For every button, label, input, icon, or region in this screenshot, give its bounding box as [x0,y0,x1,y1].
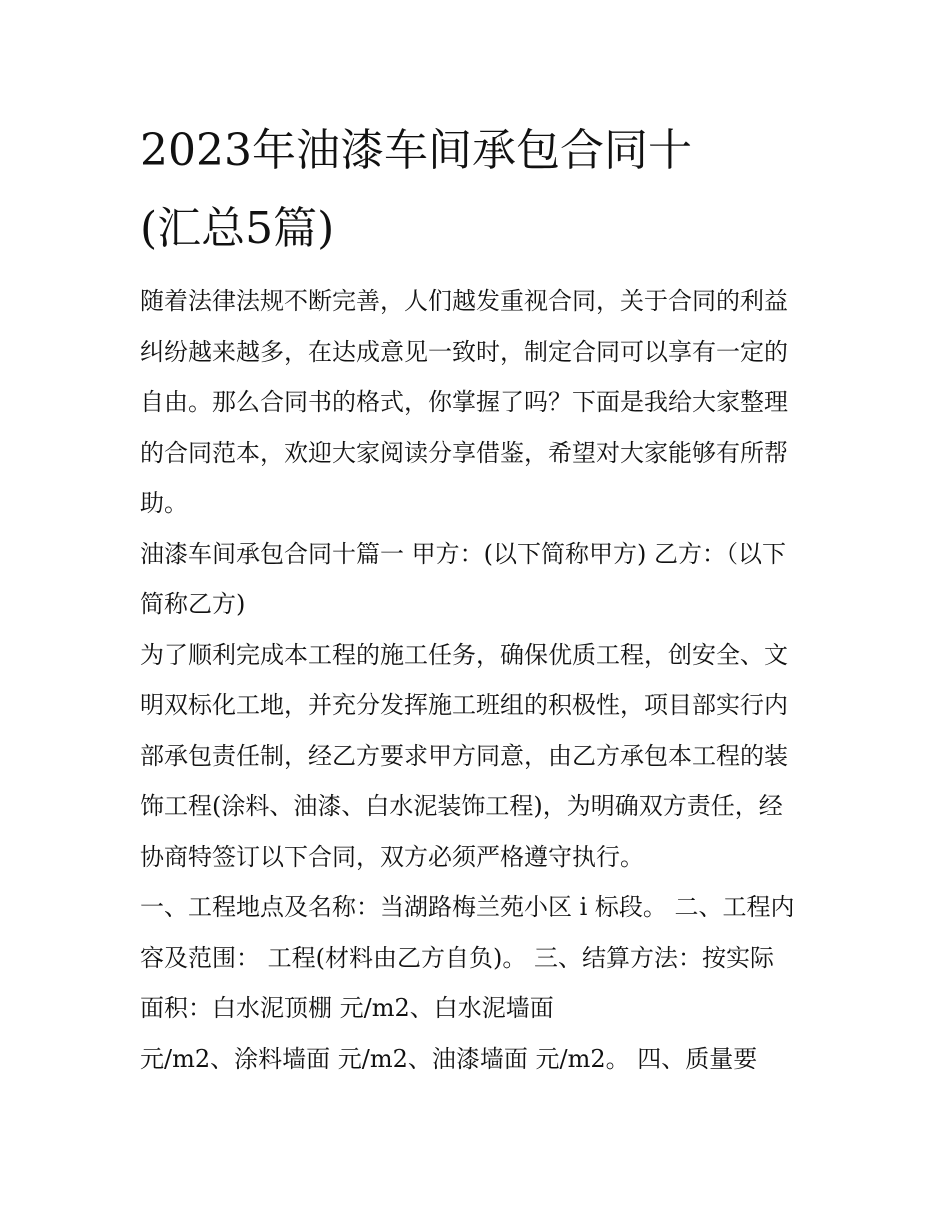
title-line: (汇总5篇) [140,203,335,254]
paragraph-prices [140,1034,820,1085]
document-body [140,276,820,1084]
paragraph-parties [140,529,820,630]
text-line: 为了顺利完成本工程的施工任务，确保优质工程，创安全、文 [140,640,788,669]
text-line: 简称乙方) [140,590,246,618]
text-line: 部承包责任制，经乙方要求甲方同意，由乙方承包本工程的装 [140,741,788,770]
text-line: 面积：白水泥顶棚 元/m2、白水泥墙面 [140,994,554,1022]
document-title [140,112,820,268]
text-line: 油漆车间承包合同十篇一 甲方：(以下简称甲方) 乙方：（以下 [140,539,786,568]
text-line: 协商特签订以下合同，双方必须严格遵守执行。 [140,842,644,871]
text-line: 随着法律法规不断完善，人们越发重视合同，关于合同的利益 [140,287,788,315]
text-line: 容及范围： 工程(材料由乙方自负)。 三、结算方法：按实际 [140,943,774,972]
text-line: 元/m2、涂料墙面 元/m2、油漆墙面 元/m2。 四、质量要 [140,1044,758,1073]
paragraph-purpose [140,630,820,883]
text-line: 一、工程地点及名称：当湖路梅兰苑小区 i 标段。 二、工程内 [140,893,795,921]
text-line: 明双标化工地，并充分发挥施工班组的积极性，项目部实行内 [140,691,788,719]
paragraph-clauses [140,882,820,1034]
text-line: 自由。那么合同书的格式，你掌握了吗？下面是我给大家整理 [140,388,788,416]
title-line: 2023年油漆车间承包合同十 [140,125,692,176]
text-line: 纠纷越来越多，在达成意见一致时，制定合同可以享有一定的 [140,337,788,366]
paragraph-intro [140,276,820,529]
text-line: 助。 [140,489,188,517]
text-line: 的合同范本，欢迎大家阅读分享借鉴，希望对大家能够有所帮 [140,438,788,467]
text-line: 饰工程(涂料、油漆、白水泥装饰工程)，为明确双方责任，经 [140,792,783,820]
